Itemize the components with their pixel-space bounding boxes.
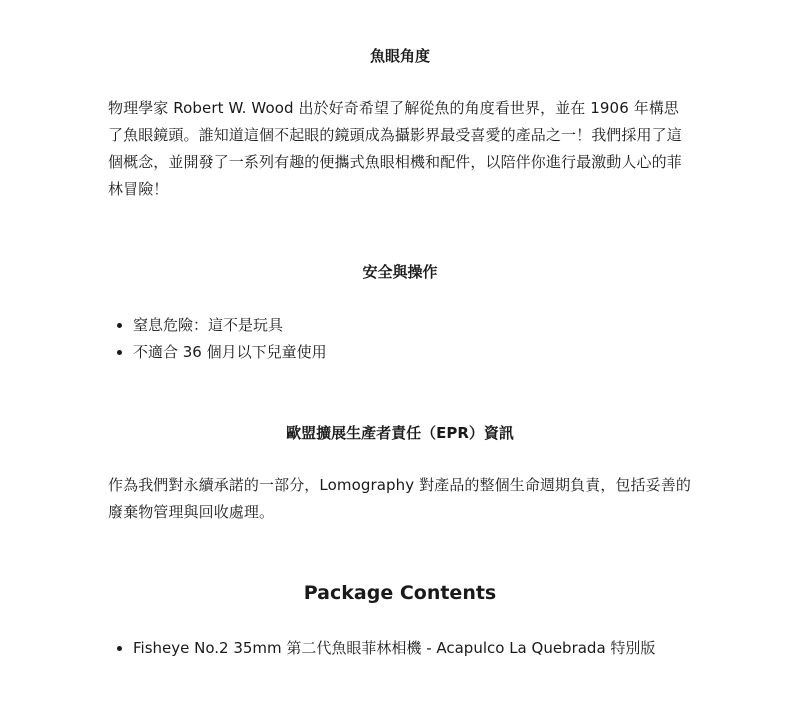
- list-item: [108, 635, 692, 662]
- safety-list: [108, 312, 692, 366]
- package-list: [108, 635, 692, 662]
- list-item: [108, 339, 692, 366]
- epr-paragraph: 作為我們對永續承諾的一部分，Lomography 對產品的整個生命週期負責，包括妥善的廢棄物管理與回收處理。: [108, 476, 691, 521]
- list-item-text: 不適合 36 個月以下兒童使用: [133, 343, 327, 361]
- list-item-text: Fisheye No.2 35mm 第二代魚眼菲林相機 - Acapulco La Quebrada 特別版: [133, 639, 656, 657]
- epr-heading: 歐盟擴展生產者責任（EPR）資訊: [286, 424, 514, 442]
- fisheye-paragraph: 物理學家 Robert W. Wood 出於好奇希望了解從魚的角度看世界，並在 1906 年構思了魚眼鏡頭。誰知道這個不起眼的鏡頭成為攝影界最受喜愛的產品之一！我們採用了這個概念，並開發了一系列有趣的便攜式魚眼相機和配件，以陪伴你進行最激動人心的菲林冒險！: [108, 99, 682, 198]
- bullet-icon: [117, 646, 122, 651]
- bullet-icon: [117, 323, 122, 328]
- package-contents-heading: Package Contents: [303, 582, 497, 604]
- list-item: [108, 312, 692, 339]
- safety-heading: 安全與操作: [362, 263, 438, 281]
- fisheye-heading: 魚眼角度: [369, 47, 430, 65]
- list-item-text: 窒息危險：這不是玩具: [133, 316, 284, 334]
- bullet-icon: [117, 350, 122, 355]
